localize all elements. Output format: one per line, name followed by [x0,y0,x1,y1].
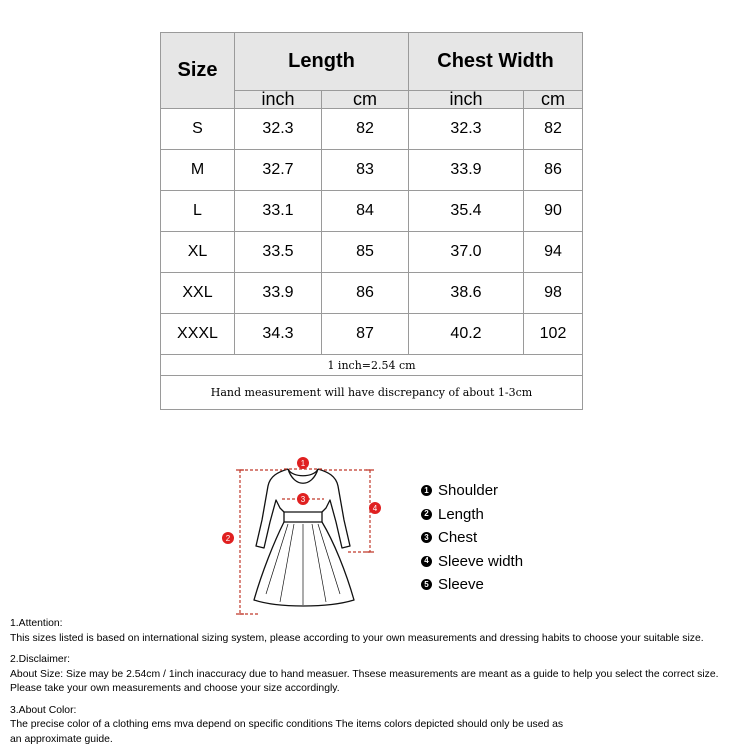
size-cell: XXXL [161,314,235,355]
conversion-note: 1 inch=2.54 cm [161,355,583,376]
length-cm-cell: 87 [322,314,409,355]
chest-inch-cell: 38.6 [409,273,524,314]
unit-cell: inch [235,91,322,109]
size-cell: M [161,150,235,191]
dress-measurement-diagram [218,442,390,622]
table-row [161,232,583,273]
disclaimer-note [10,653,750,697]
chest-cm-cell: 82 [524,109,583,150]
size-chart-table [160,32,583,410]
chest-width-header: Chest Width [409,33,583,91]
svg-text:1: 1 [300,459,306,468]
table-row [161,273,583,314]
marker-4-icon [369,502,381,514]
size-cell: L [161,191,235,232]
note-line: Please take your own measurements and choose your size accordingly. [10,683,340,694]
note-title: 3.About Color: [10,704,77,716]
chest-inch-cell: 35.4 [409,191,524,232]
conversion-note-row [161,355,583,376]
chest-cm-cell: 86 [524,150,583,191]
legend-label: Shoulder [438,482,499,500]
notes-section [10,617,750,754]
legend-label: Chest [438,529,478,547]
number-3-icon: 3 [421,532,432,543]
size-cell: S [161,109,235,150]
table-row [161,150,583,191]
note-line: an approximate guide. [10,733,113,745]
attention-note [10,617,750,646]
marker-3-icon [297,493,309,505]
chest-cm-cell: 90 [524,191,583,232]
chest-cm-cell: 98 [524,273,583,314]
chest-inch-cell: 33.9 [409,150,524,191]
length-inch-cell: 33.9 [235,273,322,314]
svg-text:4: 4 [372,504,378,513]
chest-cm-cell: 102 [524,314,583,355]
chest-cm-cell: 94 [524,232,583,273]
length-header: Length [235,33,409,91]
note-title: 1.Attention: [10,618,63,629]
length-inch-cell: 33.5 [235,232,322,273]
legend-label: Length [438,505,484,523]
length-inch-cell: 33.1 [235,191,322,232]
note-title: 2.Disclaimer: [10,654,71,665]
length-cm-cell: 84 [322,191,409,232]
length-cm-cell: 82 [322,109,409,150]
header-row [161,33,583,91]
legend-label: Sleeve width [438,552,524,570]
chest-inch-cell: 40.2 [409,314,524,355]
legend-item-length [421,503,523,527]
svg-text:2: 2 [225,534,231,543]
number-4-icon: 4 [421,556,432,567]
measurement-legend [421,479,523,597]
table-row [161,191,583,232]
table-row [161,314,583,355]
size-cell: XXL [161,273,235,314]
number-1-icon: 1 [421,485,432,496]
note-line: About Size: Size may be 2.54cm / 1inch inaccuracy due to hand measuer. Thsese measurements are meant as a guide to help you select the correct size. [10,668,719,680]
note-line: The precise color of a clothing ems mva depend on specific conditions The items colors depicted should only be used as [10,719,564,730]
measurement-note: Hand measurement will have discrepancy of about 1-3cm [161,376,583,410]
dress-outline [254,469,354,606]
svg-text:3: 3 [300,495,306,504]
marker-1-icon [297,457,309,469]
legend-item-shoulder [421,479,523,503]
table-row [161,109,583,150]
legend-item-sleeve-width [421,550,523,574]
length-cm-cell: 86 [322,273,409,314]
size-cell: XL [161,232,235,273]
legend-label: Sleeve [438,576,484,594]
color-note [10,704,750,748]
length-inch-cell: 32.3 [235,109,322,150]
number-5-icon: 5 [421,579,432,590]
size-header: Size [161,33,235,109]
unit-cell: inch [409,91,524,109]
legend-item-chest [421,526,523,550]
chest-inch-cell: 37.0 [409,232,524,273]
length-cm-cell: 83 [322,150,409,191]
chest-inch-cell: 32.3 [409,109,524,150]
length-cm-cell: 85 [322,232,409,273]
length-inch-cell: 32.7 [235,150,322,191]
measurement-note-row [161,376,583,410]
legend-item-sleeve [421,573,523,597]
length-inch-cell: 34.3 [235,314,322,355]
unit-cell: cm [322,91,409,109]
marker-2-icon [222,532,234,544]
number-2-icon: 2 [421,509,432,520]
unit-cell: cm [524,91,583,109]
note-line: This sizes listed is based on international sizing system, please according to your own measurements and dressing habits to choose your suitable size. [10,632,704,644]
